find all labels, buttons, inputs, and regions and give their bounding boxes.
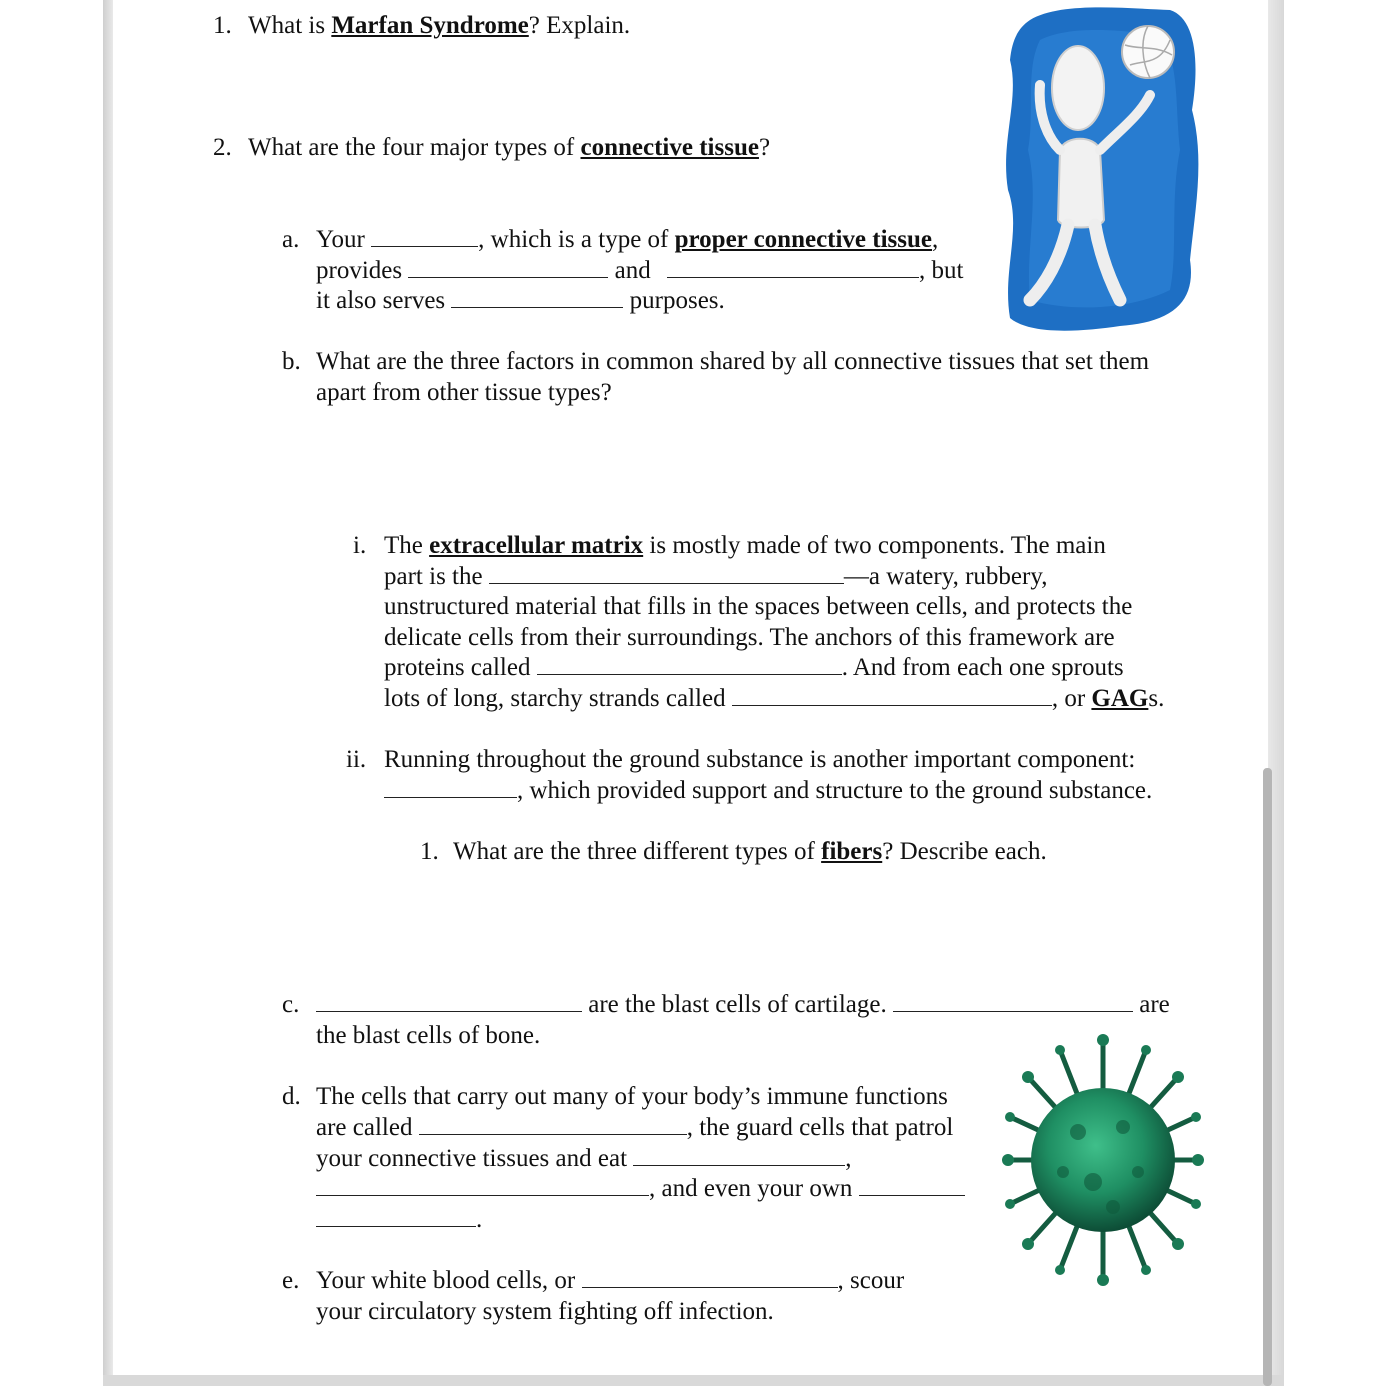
blank[interactable] <box>537 654 842 675</box>
qe-line-2: your circulatory system fighting off infection. <box>316 1298 774 1325</box>
qi-gag-keyword: GAG <box>1091 685 1149 712</box>
qb-line-1: What are the three factors in common shared by all connective tissues that set them <box>316 348 1150 375</box>
qd-label: d. <box>282 1083 301 1110</box>
blank[interactable] <box>451 287 623 308</box>
qii-label: ii. <box>346 746 367 773</box>
q2-keyword: connective tissue <box>580 134 759 161</box>
q1-keyword: Marfan Syndrome <box>331 12 529 39</box>
blank[interactable] <box>316 1206 476 1227</box>
blank[interactable] <box>371 226 478 247</box>
blank[interactable] <box>667 257 919 278</box>
qi-line-3: unstructured material that fills in the spaces between cells, and protects the <box>384 593 1133 620</box>
qc-line-1: are the blast cells of cartilage. are <box>316 990 1170 1020</box>
qc-line-2: the blast cells of bone. <box>316 1022 541 1049</box>
qe-line-1: Your white blood cells, or , scour <box>316 1267 905 1294</box>
qi-line-1: The extracellular matrix is mostly made of two components. The main <box>384 532 1106 559</box>
blank[interactable] <box>489 563 844 584</box>
qa-line-3: it also serves purposes. <box>316 287 725 314</box>
q1b-number: 1. <box>420 838 439 865</box>
blank[interactable] <box>316 991 582 1012</box>
blank[interactable] <box>732 685 1052 706</box>
qi-line-5: proteins called . And from each one sprouts <box>384 654 1124 681</box>
stick-figure-illustration <box>1000 0 1205 335</box>
qa-line-1: Your , which is a type of proper connective tissue, <box>316 226 939 253</box>
qd-line-5: . <box>316 1205 482 1235</box>
qb-line-2: apart from other tissue types? <box>316 379 612 406</box>
page-edge-left <box>103 0 113 1386</box>
blank[interactable] <box>582 1267 838 1288</box>
q1-text: What is Marfan Syndrome? Explain. <box>248 12 631 39</box>
qi-line-4: delicate cells from their surroundings. The anchors of this framework are <box>384 624 1115 651</box>
qe-label: e. <box>282 1267 300 1294</box>
vertical-scrollbar[interactable] <box>1263 768 1272 1386</box>
blank[interactable] <box>893 991 1133 1012</box>
qa-keyword: proper connective tissue <box>674 226 933 253</box>
qc-label: c. <box>282 991 300 1018</box>
qii-line-2: , which provided support and structure to the ground substance. <box>384 776 1152 806</box>
qi-keyword: extracellular matrix <box>429 532 644 559</box>
qa-label: a. <box>282 226 300 253</box>
blank[interactable] <box>384 777 517 798</box>
qd-line-1: The cells that carry out many of your body’s immune functions <box>316 1083 948 1110</box>
fibers-keyword: fibers <box>821 838 883 865</box>
qd-line-2: are called , the guard cells that patrol <box>316 1114 954 1141</box>
qd-line-4: , and even your own <box>316 1174 965 1204</box>
q1b-text: What are the three different types of fibers? Describe each. <box>453 838 1047 865</box>
virus-illustration <box>998 1032 1208 1287</box>
qi-label: i. <box>353 532 367 559</box>
page-bottom-edge <box>103 1375 1284 1386</box>
blank[interactable] <box>316 1175 649 1196</box>
qi-line-2: part is the —a watery, rubbery, <box>384 563 1048 590</box>
qb-label: b. <box>282 348 301 375</box>
q1-number: 1. <box>213 12 232 39</box>
q2-text: What are the four major types of connective tissue? <box>248 134 771 161</box>
blank[interactable] <box>408 257 608 278</box>
qd-line-3: your connective tissues and eat , <box>316 1145 852 1172</box>
blank[interactable] <box>633 1145 845 1166</box>
qii-line-1: Running throughout the ground substance is another important component: <box>384 746 1136 773</box>
blank[interactable] <box>419 1114 687 1135</box>
q2-number: 2. <box>213 134 232 161</box>
qi-line-6: lots of long, starchy strands called , or GAGs. <box>384 685 1165 712</box>
blank[interactable] <box>859 1175 965 1196</box>
qa-line-2: provides and , but <box>316 257 964 284</box>
